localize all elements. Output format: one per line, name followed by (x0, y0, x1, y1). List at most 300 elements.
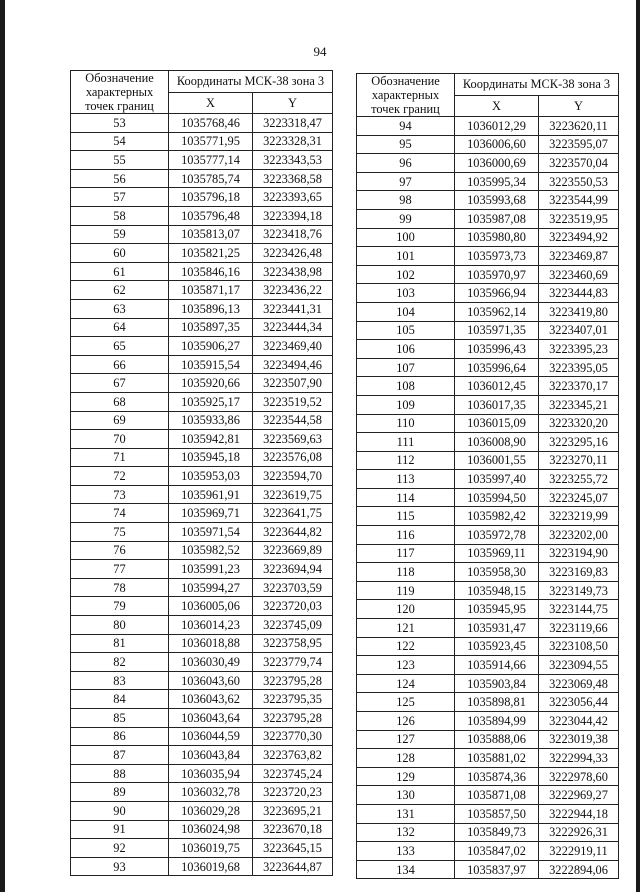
y-coordinate-cell: 3223569,63 (253, 430, 333, 449)
table-row (357, 470, 619, 489)
y-coordinate-cell: 3223795,28 (253, 671, 333, 690)
y-coordinate-cell: 3223343,53 (253, 151, 333, 170)
table-row (357, 451, 619, 470)
table-row (357, 247, 619, 266)
y-coordinate-cell: 3223394,18 (253, 206, 333, 225)
y-coordinate-cell: 3223745,09 (253, 616, 333, 635)
point-number-cell: 108 (357, 377, 455, 396)
point-number-cell: 106 (357, 340, 455, 359)
point-number-cell: 76 (71, 541, 169, 560)
x-coordinate-cell: 1036001,55 (455, 451, 539, 470)
y-coordinate-cell: 3223270,11 (539, 451, 619, 470)
table-row (357, 488, 619, 507)
y-coordinate-cell: 3223444,83 (539, 284, 619, 303)
table-row (71, 114, 333, 133)
x-coordinate-cell: 1035945,95 (455, 600, 539, 619)
point-number-cell: 128 (357, 749, 455, 768)
table-row (71, 374, 333, 393)
y-coordinate-cell: 3223670,18 (253, 820, 333, 839)
y-coordinate-cell: 3223703,59 (253, 578, 333, 597)
y-coordinate-cell: 3223544,99 (539, 191, 619, 210)
table-row (357, 507, 619, 526)
point-number-cell: 123 (357, 656, 455, 675)
x-coordinate-cell: 1035994,50 (455, 488, 539, 507)
y-coordinate-cell: 3223469,40 (253, 337, 333, 356)
y-coordinate-cell: 3223444,34 (253, 318, 333, 337)
table-row (357, 433, 619, 452)
table-row (357, 414, 619, 433)
y-coordinate-cell: 3223669,89 (253, 541, 333, 560)
y-coordinate-cell: 3223393,65 (253, 188, 333, 207)
point-number-cell: 122 (357, 637, 455, 656)
table-row (357, 358, 619, 377)
x-coordinate-cell: 1035958,30 (455, 563, 539, 582)
y-coordinate-cell: 3223570,04 (539, 154, 619, 173)
x-coordinate-cell: 1035871,17 (169, 281, 253, 300)
table-row (357, 693, 619, 712)
x-coordinate-cell: 1035969,11 (455, 544, 539, 563)
y-coordinate-cell: 3223169,83 (539, 563, 619, 582)
point-number-cell: 96 (357, 154, 455, 173)
y-coordinate-cell: 3223595,07 (539, 135, 619, 154)
y-header: Y (539, 95, 619, 117)
table-row (71, 281, 333, 300)
x-coordinate-cell: 1036024,98 (169, 820, 253, 839)
y-coordinate-cell: 3223295,16 (539, 433, 619, 452)
point-number-cell: 98 (357, 191, 455, 210)
x-coordinate-cell: 1035923,45 (455, 637, 539, 656)
x-coordinate-cell: 1036005,06 (169, 597, 253, 616)
point-number-cell: 60 (71, 244, 169, 263)
table-row (71, 616, 333, 635)
table-row (357, 340, 619, 359)
table-row (357, 712, 619, 731)
point-number-cell: 70 (71, 430, 169, 449)
x-coordinate-cell: 1035969,71 (169, 504, 253, 523)
y-coordinate-cell: 3223469,87 (539, 247, 619, 266)
table-row (357, 767, 619, 786)
y-coordinate-cell: 3223219,99 (539, 507, 619, 526)
x-coordinate-cell: 1035849,73 (455, 823, 539, 842)
table-row (357, 786, 619, 805)
point-number-cell: 88 (71, 764, 169, 783)
point-number-cell: 100 (357, 228, 455, 247)
table-row (357, 619, 619, 638)
coords-label-header: Координаты МСК-38 зона 3 (455, 74, 619, 96)
y-coordinate-cell: 3223619,75 (253, 485, 333, 504)
y-coordinate-cell: 3223795,35 (253, 690, 333, 709)
x-coordinate-cell: 1035914,66 (455, 656, 539, 675)
y-coordinate-cell: 3223550,53 (539, 172, 619, 191)
point-number-cell: 72 (71, 467, 169, 486)
x-coordinate-cell: 1036043,60 (169, 671, 253, 690)
point-number-cell: 124 (357, 674, 455, 693)
point-number-cell: 62 (71, 281, 169, 300)
x-coordinate-cell: 1036015,09 (455, 414, 539, 433)
x-coordinate-cell: 1036043,62 (169, 690, 253, 709)
table-row (357, 377, 619, 396)
x-coordinate-cell: 1035888,06 (455, 730, 539, 749)
table-body (357, 117, 619, 879)
table-row (71, 169, 333, 188)
y-coordinate-cell: 3223494,92 (539, 228, 619, 247)
x-coordinate-cell: 1035962,14 (455, 302, 539, 321)
table-row (71, 430, 333, 449)
point-number-cell: 94 (357, 117, 455, 136)
y-coordinate-cell: 3223507,90 (253, 374, 333, 393)
x-coordinate-cell: 1036017,35 (455, 395, 539, 414)
y-coordinate-cell: 3223345,21 (539, 395, 619, 414)
table-row (357, 117, 619, 136)
table-row (71, 764, 333, 783)
point-number-cell: 87 (71, 746, 169, 765)
y-coordinate-cell: 3223255,72 (539, 470, 619, 489)
point-number-cell: 113 (357, 470, 455, 489)
point-number-cell: 79 (71, 597, 169, 616)
x-coordinate-cell: 1036044,59 (169, 727, 253, 746)
y-coordinate-cell: 3223763,82 (253, 746, 333, 765)
point-number-cell: 64 (71, 318, 169, 337)
point-number-cell: 59 (71, 225, 169, 244)
x-coordinate-cell: 1035996,43 (455, 340, 539, 359)
table-row (357, 749, 619, 768)
point-number-cell: 75 (71, 523, 169, 542)
y-coordinate-cell: 3223695,21 (253, 801, 333, 820)
point-number-cell: 111 (357, 433, 455, 452)
x-coordinate-cell: 1035991,23 (169, 560, 253, 579)
x-coordinate-cell: 1036012,45 (455, 377, 539, 396)
point-number-cell: 86 (71, 727, 169, 746)
table-row (357, 209, 619, 228)
y-coordinate-cell: 3223119,66 (539, 619, 619, 638)
table-row (71, 299, 333, 318)
x-coordinate-cell: 1035945,18 (169, 448, 253, 467)
x-coordinate-cell: 1035920,66 (169, 374, 253, 393)
table-row (71, 132, 333, 151)
x-coordinate-cell: 1035931,47 (455, 619, 539, 638)
point-number-cell: 114 (357, 488, 455, 507)
y-coordinate-cell: 3223245,07 (539, 488, 619, 507)
y-coordinate-cell: 3223644,87 (253, 857, 333, 876)
x-header: X (169, 92, 253, 114)
x-coordinate-cell: 1035987,08 (455, 209, 539, 228)
point-number-cell: 57 (71, 188, 169, 207)
y-coordinate-cell: 3223019,38 (539, 730, 619, 749)
table-row (357, 526, 619, 545)
x-coordinate-cell: 1036035,94 (169, 764, 253, 783)
table-row (357, 804, 619, 823)
coordinates-table-left (70, 70, 333, 876)
table-row (71, 727, 333, 746)
table-row (71, 523, 333, 542)
table-row (71, 709, 333, 728)
table-row (71, 653, 333, 672)
x-coordinate-cell: 1035771,95 (169, 132, 253, 151)
point-number-cell: 134 (357, 860, 455, 879)
point-number-cell: 125 (357, 693, 455, 712)
y-coordinate-cell: 3223436,22 (253, 281, 333, 300)
x-coordinate-cell: 1035953,03 (169, 467, 253, 486)
x-coordinate-cell: 1035915,54 (169, 355, 253, 374)
table-row (71, 337, 333, 356)
x-coordinate-cell: 1036012,29 (455, 117, 539, 136)
x-coordinate-cell: 1035857,50 (455, 804, 539, 823)
y-coordinate-cell: 3223407,01 (539, 321, 619, 340)
x-coordinate-cell: 1035996,64 (455, 358, 539, 377)
table-row (71, 746, 333, 765)
x-coordinate-cell: 1035995,34 (455, 172, 539, 191)
x-coordinate-cell: 1035925,17 (169, 392, 253, 411)
x-coordinate-cell: 1035942,81 (169, 430, 253, 449)
x-coordinate-cell: 1036006,60 (455, 135, 539, 154)
coords-label-header: Координаты МСК-38 зона 3 (169, 71, 333, 93)
y-coordinate-cell: 3223720,03 (253, 597, 333, 616)
x-coordinate-cell: 1035970,97 (455, 265, 539, 284)
point-number-cell: 120 (357, 600, 455, 619)
point-number-cell: 74 (71, 504, 169, 523)
table-row (357, 191, 619, 210)
point-number-cell: 112 (357, 451, 455, 470)
table-row (71, 392, 333, 411)
x-coordinate-cell: 1036019,68 (169, 857, 253, 876)
table-row (71, 783, 333, 802)
table-row (357, 637, 619, 656)
y-coordinate-cell: 3223745,24 (253, 764, 333, 783)
point-number-cell: 77 (71, 560, 169, 579)
y-coordinate-cell: 3223418,76 (253, 225, 333, 244)
point-number-cell: 133 (357, 842, 455, 861)
y-header: Y (253, 92, 333, 114)
table-row (71, 801, 333, 820)
point-number-cell: 110 (357, 414, 455, 433)
point-number-cell: 101 (357, 247, 455, 266)
y-coordinate-cell: 3222969,27 (539, 786, 619, 805)
point-number-cell: 83 (71, 671, 169, 690)
y-coordinate-cell: 3223779,74 (253, 653, 333, 672)
x-coordinate-cell: 1036008,90 (455, 433, 539, 452)
x-coordinate-cell: 1035871,08 (455, 786, 539, 805)
table-row (71, 857, 333, 876)
point-number-cell: 63 (71, 299, 169, 318)
y-coordinate-cell: 3223576,08 (253, 448, 333, 467)
table-row (71, 188, 333, 207)
table-row (357, 544, 619, 563)
point-number-cell: 55 (71, 151, 169, 170)
y-coordinate-cell: 3223395,05 (539, 358, 619, 377)
x-coordinate-cell: 1035906,27 (169, 337, 253, 356)
table-row (357, 284, 619, 303)
y-coordinate-cell: 3223645,15 (253, 839, 333, 858)
point-number-cell: 61 (71, 262, 169, 281)
point-number-cell: 58 (71, 206, 169, 225)
x-coordinate-cell: 1035993,68 (455, 191, 539, 210)
y-coordinate-cell: 3223758,95 (253, 634, 333, 653)
y-coordinate-cell: 3223694,94 (253, 560, 333, 579)
x-coordinate-cell: 1035973,73 (455, 247, 539, 266)
point-number-cell: 102 (357, 265, 455, 284)
y-coordinate-cell: 3223426,48 (253, 244, 333, 263)
table-row (71, 634, 333, 653)
point-number-cell: 115 (357, 507, 455, 526)
table-row (357, 228, 619, 247)
table-row (71, 504, 333, 523)
table-row (71, 485, 333, 504)
x-coordinate-cell: 1035971,35 (455, 321, 539, 340)
y-coordinate-cell: 3223720,23 (253, 783, 333, 802)
table-row (71, 597, 333, 616)
x-coordinate-cell: 1036029,28 (169, 801, 253, 820)
table-row (357, 842, 619, 861)
y-coordinate-cell: 3223194,90 (539, 544, 619, 563)
y-coordinate-cell: 3222919,11 (539, 842, 619, 861)
x-coordinate-cell: 1035881,02 (455, 749, 539, 768)
table-row (357, 581, 619, 600)
y-coordinate-cell: 3223069,48 (539, 674, 619, 693)
y-coordinate-cell: 3223395,23 (539, 340, 619, 359)
x-coordinate-cell: 1035796,18 (169, 188, 253, 207)
y-coordinate-cell: 3222894,06 (539, 860, 619, 879)
x-coordinate-cell: 1035971,54 (169, 523, 253, 542)
x-coordinate-cell: 1035837,97 (455, 860, 539, 879)
y-coordinate-cell: 3223370,17 (539, 377, 619, 396)
table-row (357, 730, 619, 749)
table-row (71, 262, 333, 281)
point-number-cell: 67 (71, 374, 169, 393)
table-row (71, 244, 333, 263)
x-coordinate-cell: 1035796,48 (169, 206, 253, 225)
y-coordinate-cell: 3223641,75 (253, 504, 333, 523)
table-row (357, 321, 619, 340)
x-coordinate-cell: 1036000,69 (455, 154, 539, 173)
y-coordinate-cell: 3223795,28 (253, 709, 333, 728)
table-row (71, 411, 333, 430)
point-number-cell: 107 (357, 358, 455, 377)
point-number-cell: 109 (357, 395, 455, 414)
y-coordinate-cell: 3222978,60 (539, 767, 619, 786)
y-coordinate-cell: 3223108,50 (539, 637, 619, 656)
point-number-cell: 129 (357, 767, 455, 786)
x-coordinate-cell: 1035846,16 (169, 262, 253, 281)
x-coordinate-cell: 1036043,64 (169, 709, 253, 728)
y-coordinate-cell: 3222994,33 (539, 749, 619, 768)
point-number-cell: 104 (357, 302, 455, 321)
y-coordinate-cell: 3223094,55 (539, 656, 619, 675)
point-number-cell: 116 (357, 526, 455, 545)
x-coordinate-cell: 1036032,78 (169, 783, 253, 802)
point-number-cell: 85 (71, 709, 169, 728)
table-row (357, 135, 619, 154)
point-number-cell: 97 (357, 172, 455, 191)
point-number-cell: 54 (71, 132, 169, 151)
table-row (71, 225, 333, 244)
x-coordinate-cell: 1035982,52 (169, 541, 253, 560)
table-row (357, 154, 619, 173)
x-coordinate-cell: 1036043,84 (169, 746, 253, 765)
point-number-cell: 105 (357, 321, 455, 340)
point-number-cell: 71 (71, 448, 169, 467)
point-number-cell: 130 (357, 786, 455, 805)
point-number-cell: 103 (357, 284, 455, 303)
y-coordinate-cell: 3223318,47 (253, 114, 333, 133)
y-coordinate-cell: 3223202,00 (539, 526, 619, 545)
y-coordinate-cell: 3223460,69 (539, 265, 619, 284)
point-number-cell: 80 (71, 616, 169, 635)
point-number-cell: 127 (357, 730, 455, 749)
point-number-cell: 53 (71, 114, 169, 133)
point-number-cell: 89 (71, 783, 169, 802)
table-row (357, 674, 619, 693)
y-coordinate-cell: 3223770,30 (253, 727, 333, 746)
table-row (71, 318, 333, 337)
x-coordinate-cell: 1035768,46 (169, 114, 253, 133)
y-coordinate-cell: 3223519,95 (539, 209, 619, 228)
y-coordinate-cell: 3223320,20 (539, 414, 619, 433)
x-coordinate-cell: 1036019,75 (169, 839, 253, 858)
x-coordinate-cell: 1035894,99 (455, 712, 539, 731)
x-coordinate-cell: 1035980,80 (455, 228, 539, 247)
table-row (357, 172, 619, 191)
x-coordinate-cell: 1036018,88 (169, 634, 253, 653)
point-number-cell: 92 (71, 839, 169, 858)
y-coordinate-cell: 3223519,52 (253, 392, 333, 411)
x-coordinate-cell: 1036014,23 (169, 616, 253, 635)
page-number: 94 (313, 44, 327, 59)
point-number-cell: 118 (357, 563, 455, 582)
table-row (71, 541, 333, 560)
point-number-cell: 78 (71, 578, 169, 597)
x-coordinate-cell: 1035994,27 (169, 578, 253, 597)
table-row (71, 448, 333, 467)
point-number-cell: 84 (71, 690, 169, 709)
table-row (357, 265, 619, 284)
x-header: X (455, 95, 539, 117)
table-row (357, 656, 619, 675)
point-number-cell: 121 (357, 619, 455, 638)
table-row (71, 151, 333, 170)
table-row (357, 395, 619, 414)
y-coordinate-cell: 3223438,98 (253, 262, 333, 281)
table-row (71, 690, 333, 709)
x-coordinate-cell: 1035813,07 (169, 225, 253, 244)
point-number-cell: 131 (357, 804, 455, 823)
y-coordinate-cell: 3223056,44 (539, 693, 619, 712)
point-number-cell: 73 (71, 485, 169, 504)
point-number-cell: 81 (71, 634, 169, 653)
x-coordinate-cell: 1035777,14 (169, 151, 253, 170)
table-body (71, 114, 333, 876)
point-number-cell: 65 (71, 337, 169, 356)
x-coordinate-cell: 1035896,13 (169, 299, 253, 318)
y-coordinate-cell: 3223368,58 (253, 169, 333, 188)
table-row (71, 820, 333, 839)
x-coordinate-cell: 1036030,49 (169, 653, 253, 672)
x-coordinate-cell: 1035997,40 (455, 470, 539, 489)
point-number-cell: 82 (71, 653, 169, 672)
table-row (71, 467, 333, 486)
point-number-cell: 68 (71, 392, 169, 411)
table-row (71, 206, 333, 225)
x-coordinate-cell: 1035972,78 (455, 526, 539, 545)
y-coordinate-cell: 3223544,58 (253, 411, 333, 430)
y-coordinate-cell: 3222926,31 (539, 823, 619, 842)
x-coordinate-cell: 1035961,91 (169, 485, 253, 504)
y-coordinate-cell: 3223594,70 (253, 467, 333, 486)
point-number-cell: 132 (357, 823, 455, 842)
table-row (357, 823, 619, 842)
table-row (357, 860, 619, 879)
scan-edge-right (636, 0, 640, 892)
table-row (357, 600, 619, 619)
